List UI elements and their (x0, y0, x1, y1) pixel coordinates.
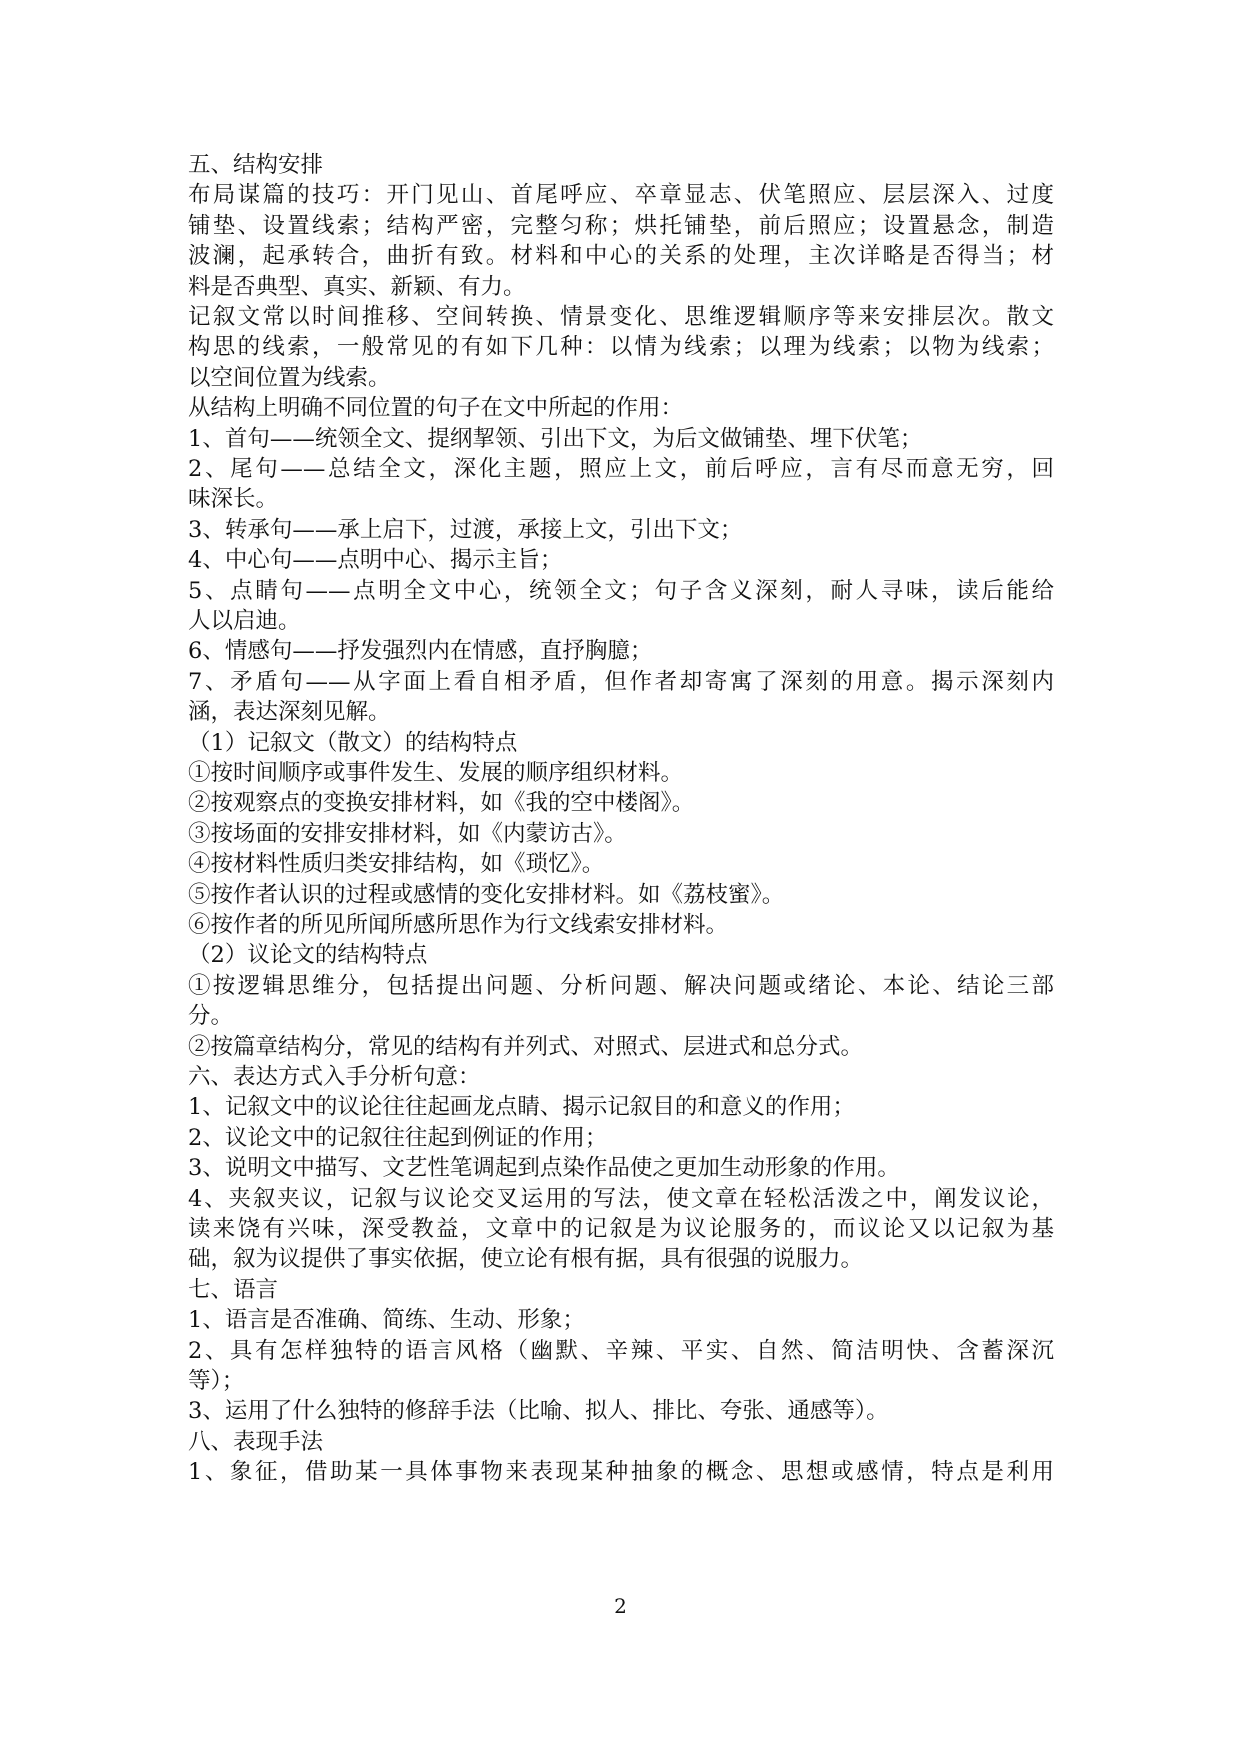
text-line: 5、点睛句——点明全文中心，统领全文；句子含义深刻，耐人寻味，读后能给 (188, 577, 1054, 604)
text-line: 以空间位置为线索。 (188, 364, 391, 391)
text-line: 1、首句——统领全文、提纲挈领、引出下文，为后文做铺垫、埋下伏笔； (188, 425, 923, 452)
text-line: 2、尾句——总结全文，深化主题，照应上文，前后呼应，言有尽而意无穷，回 (188, 455, 1054, 482)
text-line: 从结构上明确不同位置的句子在文中所起的作用： (188, 395, 684, 422)
text-line: （2）议论文的结构特点 (188, 942, 428, 969)
text-line: ⑥按作者的所见所闻所感所思作为行文线索安排材料。 (188, 912, 729, 939)
text-line: 2、议论文中的记叙往往起到例证的作用； (188, 1124, 608, 1151)
text-line: ⑤按作者认识的过程或感情的变化安排材料。如《荔枝蜜》。 (188, 881, 785, 908)
text-line: 涵，表达深刻见解。 (188, 699, 391, 726)
text-line: 2、具有怎样独特的语言风格（幽默、辛辣、平实、自然、简洁明快、含蓄深沉 (188, 1337, 1054, 1364)
text-line: 3、转承句——承上启下，过渡，承接上文，引出下文； (188, 516, 743, 543)
text-line: ①按逻辑思维分，包括提出问题、分析问题、解决问题或绪论、本论、结论三部 (188, 972, 1054, 999)
text-line: 七、语言 (188, 1276, 279, 1303)
text-line: 读来饶有兴味，深受教益，文章中的记叙是为议论服务的，而议论又以记叙为基 (188, 1216, 1054, 1243)
text-line: ②按观察点的变换安排材料，如《我的空中楼阁》。 (188, 790, 695, 817)
text-line: 4、夹叙夹议，记叙与议论交叉运用的写法，使文章在轻松活泼之中，阐发议论， (188, 1185, 1054, 1212)
text-line: 础，叙为议提供了事实依据，使立论有根有据，具有很强的说服力。 (188, 1246, 864, 1273)
document-body (188, 150, 1054, 1488)
text-line: 料是否典型、真实、新颖、有力。 (188, 273, 526, 300)
text-line: 铺垫、设置线索；结构严密，完整匀称；烘托铺垫，前后照应；设置悬念，制造 (188, 212, 1054, 239)
text-line: ②按篇章结构分，常见的结构有并列式、对照式、层进式和总分式。 (188, 1033, 864, 1060)
text-line: ①按时间顺序或事件发生、发展的顺序组织材料。 (188, 760, 684, 786)
text-line: 1、语言是否准确、简练、生动、形象； (188, 1307, 585, 1334)
text-line: 波澜，起承转合，曲折有致。材料和中心的关系的处理，主次详略是否得当；材 (188, 243, 1054, 270)
text-line: 布局谋篇的技巧：开门见山、首尾呼应、卒章显志、伏笔照应、层层深入、过度 (188, 182, 1054, 209)
text-line: 等）； (188, 1368, 245, 1395)
text-line: 分。 (188, 1003, 234, 1030)
text-line: ④按材料性质归类安排结构，如《琐忆》。 (188, 851, 605, 878)
text-line: 人以启迪。 (188, 607, 301, 634)
text-line: 6、情感句——抒发强烈内在情感，直抒胸臆； (188, 638, 653, 665)
text-line: 3、运用了什么独特的修辞手法（比喻、拟人、排比、夸张、通感等）。 (188, 1398, 889, 1425)
text-line: 1、记叙文中的议论往往起画龙点睛、揭示记叙目的和意义的作用； (188, 1094, 855, 1121)
text-line: 3、说明文中描写、文艺性笔调起到点染作品使之更加生动形象的作用。 (188, 1155, 900, 1182)
text-line: 7、矛盾句——从字面上看自相矛盾，但作者却寄寓了深刻的用意。揭示深刻内 (188, 668, 1054, 695)
text-line: ③按场面的安排安排材料，如《内蒙访古》。 (188, 820, 627, 847)
text-line: （1）记叙文（散文）的结构特点 (188, 729, 518, 756)
text-line: 记叙文常以时间推移、空间转换、情景变化、思维逻辑顺序等来安排层次。散文 (188, 303, 1054, 330)
text-line: 构思的线索，一般常见的有如下几种：以情为线索；以理为线索；以物为线索； (188, 334, 1054, 361)
text-line: 八、表现手法 (188, 1428, 324, 1455)
page-number: 2 (614, 1594, 627, 1618)
text-line: 六、表达方式入手分析句意： (188, 1064, 481, 1091)
text-line: 1、象征，借助某一具体事物来表现某种抽象的概念、思想或感情，特点是利用 (188, 1459, 1054, 1486)
text-line: 五、结构安排 (188, 152, 324, 178)
text-line: 4、中心句——点明中心、揭示主旨； (188, 547, 563, 574)
text-line: 味深长。 (188, 486, 279, 513)
